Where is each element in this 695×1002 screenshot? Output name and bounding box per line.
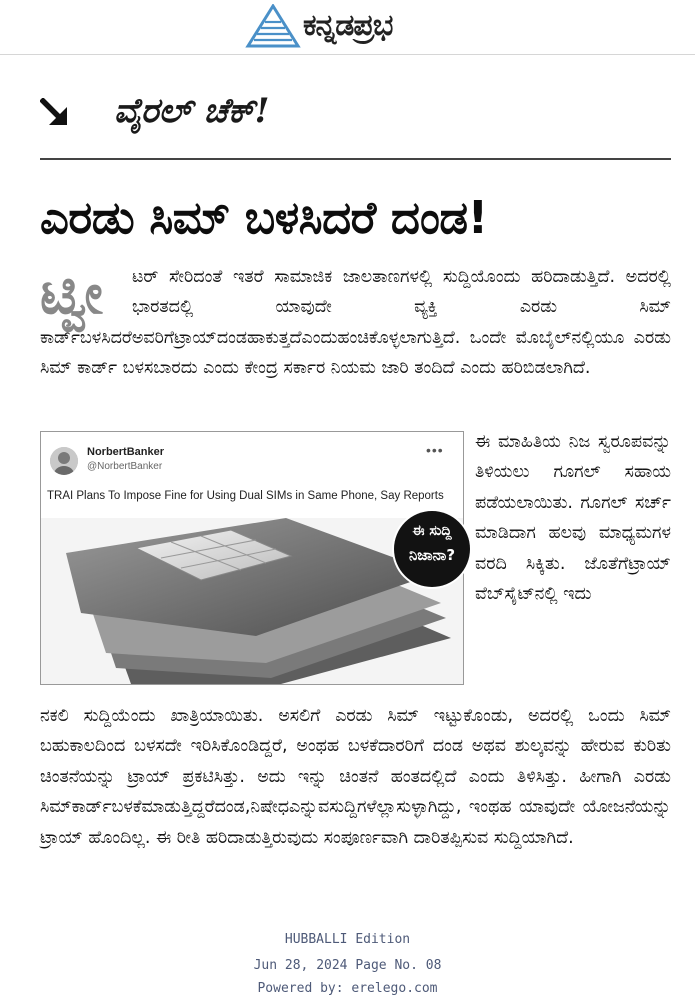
triangle-logo-icon <box>245 4 301 48</box>
brand-name: ಕನ್ನಡಪ್ರಭ <box>303 8 393 43</box>
masthead <box>0 0 695 55</box>
badge-line2: ನಿಜಾನಾ? <box>408 546 456 564</box>
fact-check-badge <box>394 511 470 587</box>
post-text: TRAI Plans To Impose Fine for Using Dual SIMs in Same Phone, Say Reports <box>47 490 444 502</box>
side-paragraph: ಈ ಮಾಹಿತಿಯ ನಿಜ ಸ್ವರೂಪವನ್ನು ತಿಳಿಯಲು ಗೂಗಲ್ ಸಹಾಯ ಪಡೆಯಲಾಯಿತು. ಗೂಗಲ್ ಸರ್ಚ್ ಮಾಡಿದಾಗ ಹಲವು ಮಾಧ್ಯಮಗಳ ವರದಿ ಸಿಕ್ಕಿತು. ಜೊತೆಗೆಟ್ರಾಯ್ ವೆಬ್‌ಸೈಟ್‌ನಲ್ಲಿ ಇದು <box>475 432 671 605</box>
author-handle: @NorbertBanker <box>87 461 163 472</box>
lead-paragraph: ಟರ್ ಸೇರಿದಂತೆ ಇತರೆ ಸಾಮಾಜಿಕ ಜಾಲತಾಣಗಳಲ್ಲಿ ಸುದ್ದಿಯೊಂದು ಹರಿದಾಡುತ್ತಿದೆ. ಅದರಲ್ಲಿ ಭಾರತದಲ್ಲಿ ಯಾವುದೇ ವ್ಯಕ್ತಿ ಎರಡು ಸಿಮ್ ಕಾರ್ಡ್‌ಬಳಸಿದರೆಅವರಿಗೆಟ್ರಾಯ್‌ದಂಡಹಾಕುತ್ತದೆಎಂದುಹಂಚಿಕೊಳ್ಳಲಾಗುತ್ತಿದೆ. ಒಂದೇ ಮೊಬೈಲ್‌ನಲ್ಲಿಯೂ ಎರಡು ಸಿಮ್ ಕಾರ್ಡ್ ಬಳಸಬಾರದು ಎಂದು ಕೇಂದ್ರ ಸರ್ಕಾರ ನಿಯಮ ಜಾರಿ ತಂದಿದೆ ಎಂದು ಹರಿಬಿಡಲಾಗಿದೆ. <box>40 267 671 379</box>
author-name: NorbertBanker <box>87 446 165 458</box>
bottom-paragraph: ನಕಲಿ ಸುದ್ದಿಯೆಂದು ಖಾತ್ರಿಯಾಯಿತು. ಅಸಲಿಗೆ ಎರಡು ಸಿಮ್ ಇಟ್ಟುಕೊಂಡು, ಅದರಲ್ಲಿ ಒಂದು ಸಿಮ್ ಬಹುಕಾಲದಿಂದ ಬಳಸದೇ ಇರಿಸಿಕೊಂಡಿದ್ದರೆ, ಅಂಥಹ ಬಳಕೆದಾರರಿಗೆ ದಂಡ ಅಥವ ಶುಲ್ಕವನ್ನು ಹೇರುವ ಕುರಿತು ಚಿಂತನೆಯನ್ನು ಟ್ರಾಯ್ ಪ್ರಕಟಿಸಿತ್ತು. ಅದು ಇನ್ನು ಚಿಂತನೆ ಹಂತದಲ್ಲಿದೆ ಎಂದು ತಿಳಿಸಿತ್ತು. ಹೀಗಾಗಿ ಎರಡು ಸಿಮ್‌ಕಾರ್ಡ್‌ಬಳಕೆಮಾಡುತ್ತಿದ್ದರೆದಂಡ,ನಿಷೇಧಎನ್ನುವಸುದ್ದಿಗಳೆಲ್ಲಾಸುಳ್ಳಾಗಿದ್ದು, ಇಂಥಹ ಯಾವುದೇ ಯೋಜನೆಯನ್ನು ಟ್ರಾಯ್ ಹೊಂದಿಲ್ಲ. ಈ ರೀತಿ ಹರಿದಾಡುತ್ತಿರುವುದು ಸಂಪೂರ್ಣವಾಗಿ ದಾರಿತಪ್ಪಿಸುವ ಸುದ್ದಿಯಾಗಿದೆ. <box>40 706 671 848</box>
more-horizontal-icon: ••• <box>426 442 444 458</box>
headline: ಎರಡು ಸಿಮ್ ಬಳಸಿದರೆ ದಂಡ! <box>40 191 488 244</box>
avatar <box>50 447 78 475</box>
section-title: ವೈರಲ್ ಚೆಕ್! <box>114 91 270 131</box>
badge-line1: ಈ ಸುದ್ದಿ <box>412 523 452 539</box>
drop-cap: ಟ್ವೀ <box>40 262 99 327</box>
date-page-label: Jun 28, 2024 Page No. 08 <box>253 958 442 973</box>
divider <box>40 158 671 160</box>
section-label <box>40 84 670 140</box>
edition-label: HUBBALLI Edition <box>284 932 411 947</box>
powered-by-link[interactable]: Powered by: erelego.com <box>257 981 438 996</box>
arrow-down-right-icon <box>40 98 70 128</box>
